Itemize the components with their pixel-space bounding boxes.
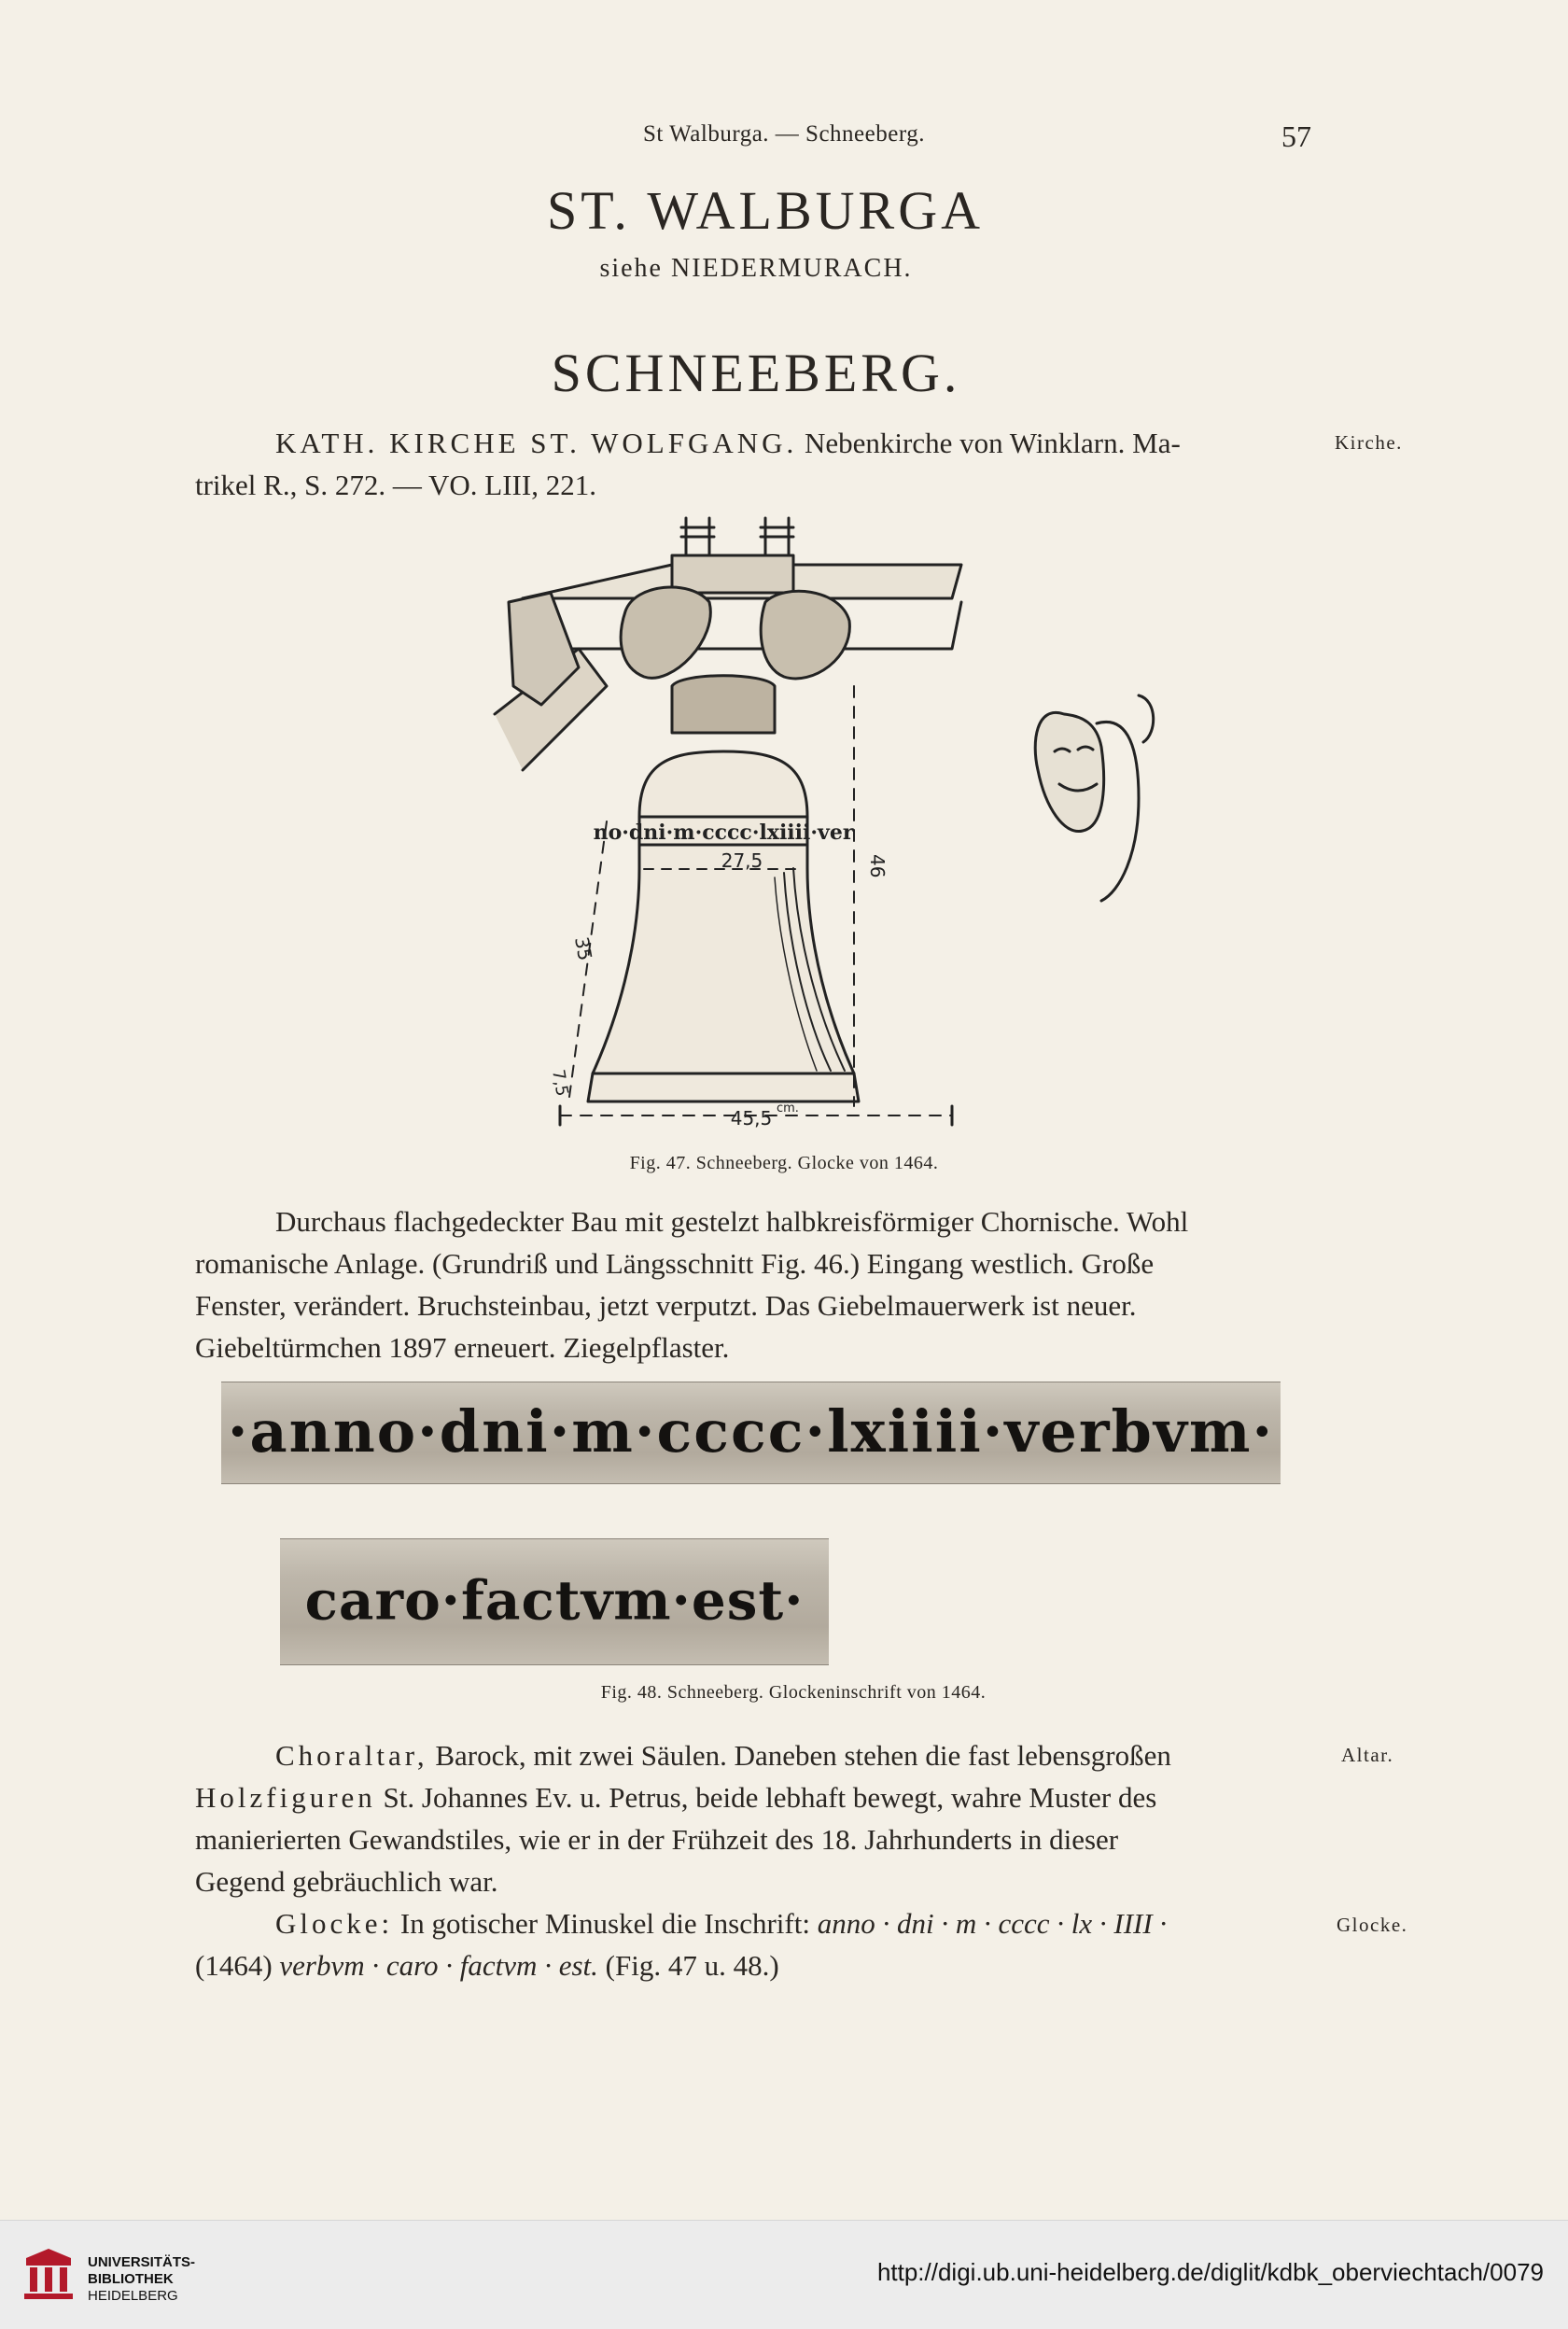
margin-note-kirche: Kirche. — [1335, 431, 1403, 454]
measure-rim: 7,5 — [548, 1068, 572, 1099]
page-number: 57 — [1281, 119, 1311, 153]
bell-inscription-italic-2: verbvm · caro · factvm · est. — [279, 1949, 598, 1982]
inscription-photo-strip-1 — [221, 1382, 1281, 1484]
margin-note-glocke: Glocke. — [1337, 1914, 1408, 1936]
measure-base-unit: cm. — [777, 1101, 799, 1115]
bell-inscription-label: no·dni·m·cccc·lxiiii·ver — [593, 821, 854, 845]
figure-48-caption: Fig. 48. Schneeberg. Glockeninschrift von 1464. — [600, 1682, 987, 1703]
choraltar-term: Choraltar, — [275, 1739, 428, 1772]
description-paragraph — [195, 1200, 1320, 1368]
altar-line3: manierierten Gewandstiles, wie er in der Frühzeit des 18. Jahrhunderts in dieser — [195, 1823, 1119, 1856]
intro-line1-rest: Nebenkirche von Winklarn. Ma- — [805, 427, 1181, 459]
inscription-photo-strip-2 — [280, 1538, 829, 1665]
section-title-st-walburga: ST. WALBURGA — [547, 180, 984, 241]
margin-note-altar: Altar. — [1341, 1744, 1394, 1766]
measure-top-width: 27,5 — [721, 849, 763, 872]
description-line: romanische Anlage. (Grundriß und Längsschnitt Fig. 46.) Eingang westlich. Große — [195, 1247, 1155, 1280]
glocke-term: Glocke: — [275, 1907, 394, 1940]
bell-paragraph — [195, 1902, 1320, 1986]
altar-paragraph — [195, 1734, 1320, 1902]
section-cross-reference: siehe NIEDERMURACH. — [599, 254, 913, 283]
description-line: Durchaus flachgedeckter Bau mit gestelzt halbkreisförmiger Chornische. Wohl — [275, 1205, 1189, 1238]
library-name-line2: BIBLIOTHEK — [88, 2271, 174, 2287]
digitization-footer — [0, 2220, 1568, 2329]
altar-line1-rest: Barock, mit zwei Säulen. Daneben stehen die fast lebensgroßen — [435, 1739, 1171, 1772]
altar-line2-rest: St. Johannes Ev. u. Petrus, beide lebhaft bewegt, wahre Muster des — [383, 1781, 1157, 1814]
library-logo-icon — [21, 2245, 77, 2303]
source-url-link[interactable]: http://digi.ub.uni-heidelberg.de/diglit/kdbk_oberviechtach/0079 — [876, 2258, 1544, 2286]
bell-figure-reference: (Fig. 47 u. 48.) — [605, 1949, 779, 1982]
bell-year: (1464) — [195, 1949, 273, 1982]
measure-side: 35 — [570, 934, 597, 962]
inscription-text-1: ·anno·dni·m·cccc·lxiiii·verbvm· — [227, 1397, 1275, 1466]
figure-47-caption: Fig. 47. Schneeberg. Glocke von 1464. — [629, 1153, 939, 1173]
inscription-text-2: caro·factvm·est· — [304, 1568, 805, 1633]
measure-base: 45,5 — [730, 1107, 773, 1129]
library-name — [88, 2254, 195, 2305]
description-line: Fenster, verändert. Bruchsteinbau, jetzt verputzt. Das Giebelmauerwerk ist neuer. — [195, 1289, 1137, 1322]
bell-drawing-figure — [485, 499, 1157, 1143]
holzfiguren-term: Holzfiguren — [195, 1781, 376, 1814]
library-name-line1: UNIVERSITÄTS- — [88, 2254, 196, 2270]
library-name-line3: HEIDELBERG — [88, 2288, 178, 2304]
running-head: St Walburga. — Schneeberg. — [643, 121, 925, 147]
intro-line2: trikel R., S. 272. — VO. LIII, 221. — [195, 469, 596, 501]
altar-line4: Gegend gebräuchlich war. — [195, 1865, 498, 1898]
description-line: Giebeltürmchen 1897 erneuert. Ziegelpflaster. — [195, 1331, 730, 1364]
measure-height: 46 — [866, 854, 889, 878]
intro-paragraph — [195, 422, 1320, 506]
bell-inscription-italic-1: anno · dni · m · cccc · lx · IIII · — [817, 1907, 1168, 1940]
section-title-schneeberg: SCHNEEBERG. — [551, 343, 961, 403]
church-name: KATH. KIRCHE ST. WOLFGANG. — [275, 427, 798, 459]
bell-line1-rest: In gotischer Minuskel die Inschrift: — [399, 1907, 810, 1940]
